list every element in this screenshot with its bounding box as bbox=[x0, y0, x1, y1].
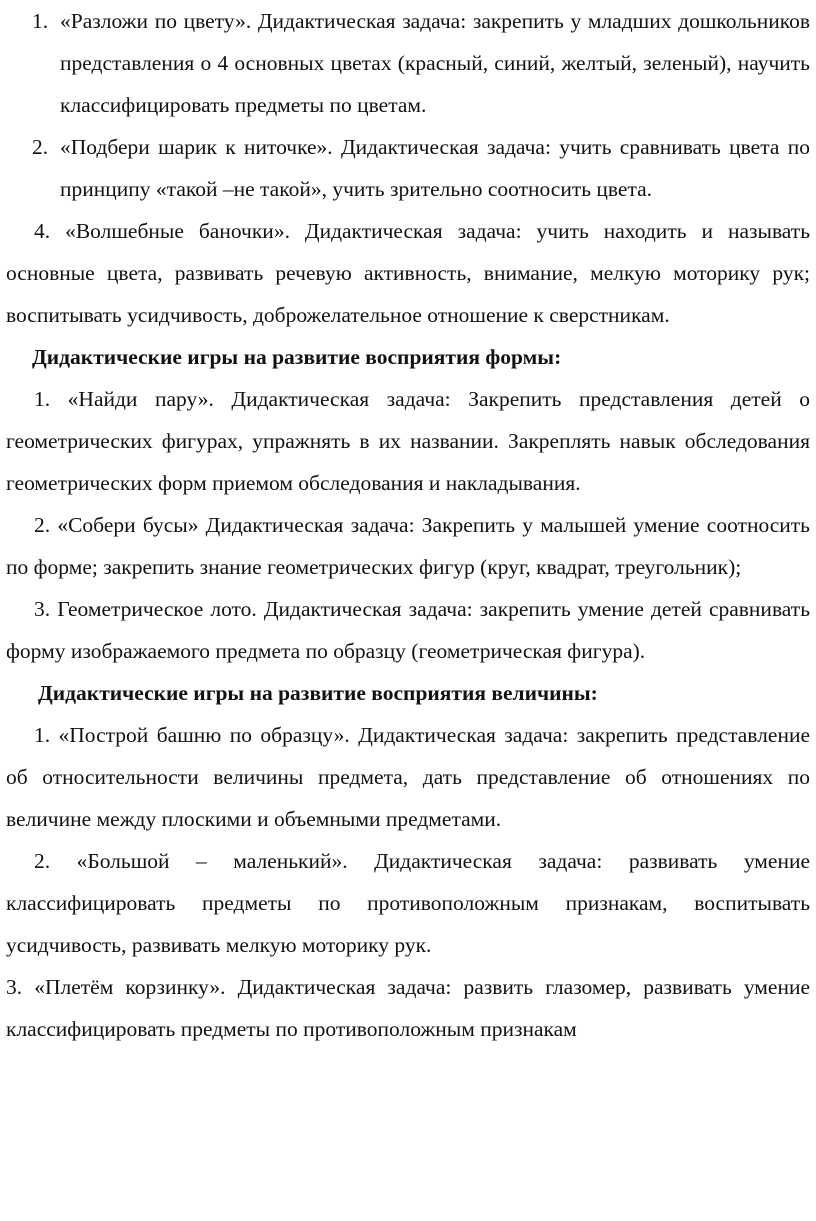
list-item bbox=[0, 0, 816, 126]
paragraph: 3. Геометрическое лото. Дидактическая задача: закрепить умение детей сравнивать форму изображаемого предмета по образцу (геометрическая фигура). bbox=[6, 597, 810, 663]
section-heading: Дидактические игры на развитие восприятия величины: bbox=[38, 681, 598, 705]
list-number: 2. bbox=[32, 135, 49, 159]
section-heading: Дидактические игры на развитие восприятия формы: bbox=[32, 345, 562, 369]
paragraph: 1. «Найди пару». Дидактическая задача: Закрепить представления детей о геометрических фигурах, упражнять в их названии. Закреплять навык обследования геометрических форм приемом обследования и накладывания. bbox=[6, 387, 810, 495]
paragraph: 4. «Волшебные баночки». Дидактическая задача: учить находить и называть основные цвета, развивать речевую активность, внимание, мелкую моторику рук; воспитывать усидчивость, доброжелательное отношение к сверстникам. bbox=[6, 219, 810, 327]
paragraph: 1. «Построй башню по образцу». Дидактическая задача: закрепить представление об относительности величины предмета, дать представление об отношениях по величине между плоскими и объемными предметами. bbox=[6, 723, 810, 831]
paragraph: 2. «Собери бусы» Дидактическая задача: Закрепить у малышей умение соотносить по форме; закрепить знание геометрических фигур (круг, квадрат, треугольник); bbox=[6, 513, 810, 579]
paragraph: 2. «Большой – маленький». Дидактическая задача: развивать умение классифицировать предметы по противоположным признакам, воспитывать усидчивость, развивать мелкую моторику рук. bbox=[6, 849, 810, 957]
paragraph: 3. «Плетём корзинку». Дидактическая задача: развить глазомер, развивать умение классифицировать предметы по противоположным признакам bbox=[6, 975, 810, 1041]
list-number: 1. bbox=[32, 9, 49, 33]
list-item-text: «Разложи по цвету». Дидактическая задача: закрепить у младших дошкольников представления о 4 основных цветах (красный, синий, желтый, зеленый), научить классифицировать предметы по цветам. bbox=[60, 9, 810, 117]
list-item bbox=[0, 126, 816, 210]
list-item-text: «Подбери шарик к ниточке». Дидактическая задача: учить сравнивать цвета по принципу «такой –не такой», учить зрительно соотносить цвета. bbox=[60, 135, 810, 201]
